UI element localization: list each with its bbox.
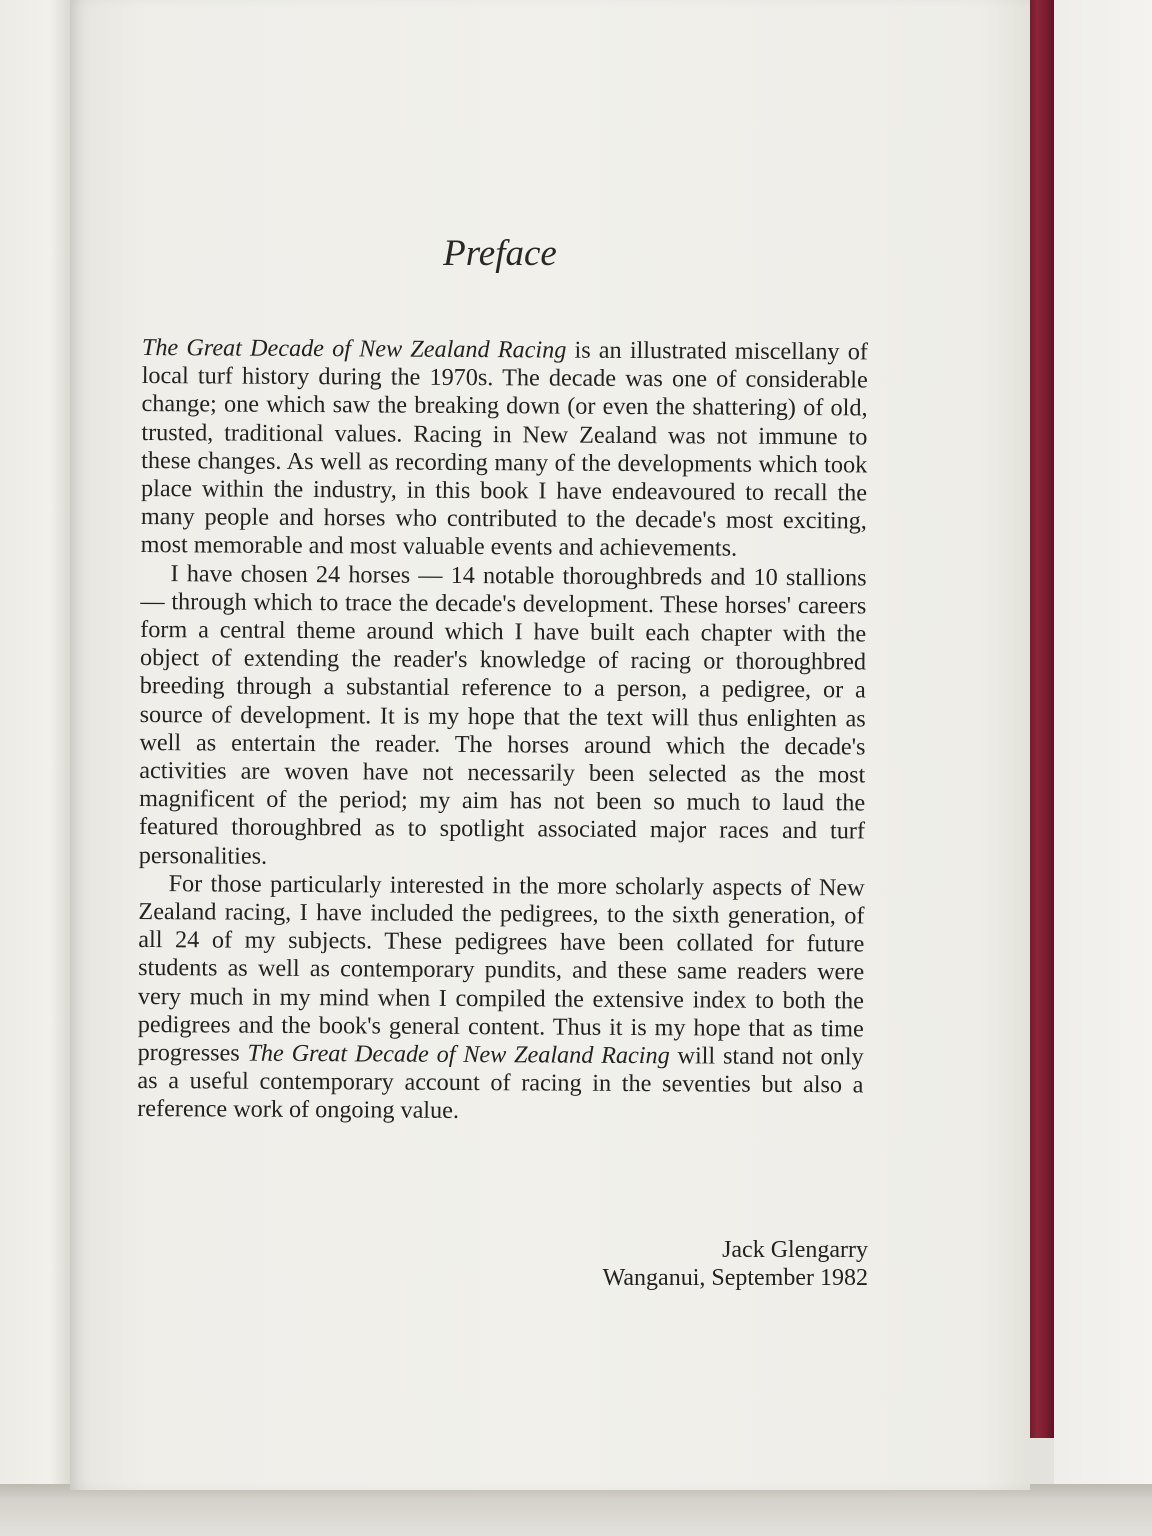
paragraph-2 bbox=[139, 560, 867, 875]
paragraph-3-text-after: will stand not only as a useful contemporary account of racing in the seventies but also a reference work of ongoing value. bbox=[137, 1042, 864, 1125]
paragraph-1 bbox=[141, 334, 868, 564]
facing-page-edge bbox=[0, 0, 72, 1490]
signature-block bbox=[603, 1236, 868, 1292]
place-date: Wanganui, September 1982 bbox=[602, 1265, 868, 1291]
background-wall bbox=[1054, 0, 1152, 1484]
preface-body bbox=[137, 334, 868, 1128]
book-title-italic: The Great Decade of New Zealand Racing bbox=[141, 334, 567, 364]
paragraph-2-text: I have chosen 24 horses — 14 notable thoroughbreds and 10 stallions — through which to trace the decade's development. These horses' careers form a central theme around which I have built each chapter with the object of extending the reader's knowledge of racing or thoroughbred breeding through a substantial reference to a person, a pedigree, or a source of development. It is my hope that the text will thus enlighten as well as entertain the reader. The horses around which the decade's activities are woven have not necessarily been selected as the most magnificent of the period; my aim has not been so much to laud the featured thoroughbred as to spotlight associated major races and turf personalities. bbox=[138, 559, 867, 870]
paragraph-3 bbox=[137, 870, 865, 1128]
page-title: Preface bbox=[443, 233, 557, 274]
author-name: Jack Glengarry bbox=[722, 1237, 868, 1263]
paragraph-1-text: is an illustrated miscellany of local turf history during the 1970s. The decade was one of considerable change; one which saw the breaking down (or even the shattering) of old, trusted, traditional values. Racing in New Zealand was not immune to these changes. As well as recording many of the developments which took place within the industry, in this book I have endeavoured to recall the many people and horses who contributed to the decade's most exciting, most memorable and most valuable events and achievements. bbox=[140, 336, 868, 563]
paragraph-3-text-before: For those particularly interested in the more scholarly aspects of New Zealand racing, I have included the pedigrees, to the sixth generation, of all 24 of my subjects. These pedigrees have been collated for future students as well as contemporary pundits, and these same readers were very much in my mind when I compiled the extensive index to both the pedigrees and the book's general content. Thus it is my hope that as time progresses bbox=[137, 870, 865, 1067]
book-cover-edge bbox=[1028, 0, 1054, 1438]
page-stack-bottom bbox=[0, 1484, 1152, 1536]
book-title-italic: The Great Decade of New Zealand Racing bbox=[247, 1039, 670, 1070]
